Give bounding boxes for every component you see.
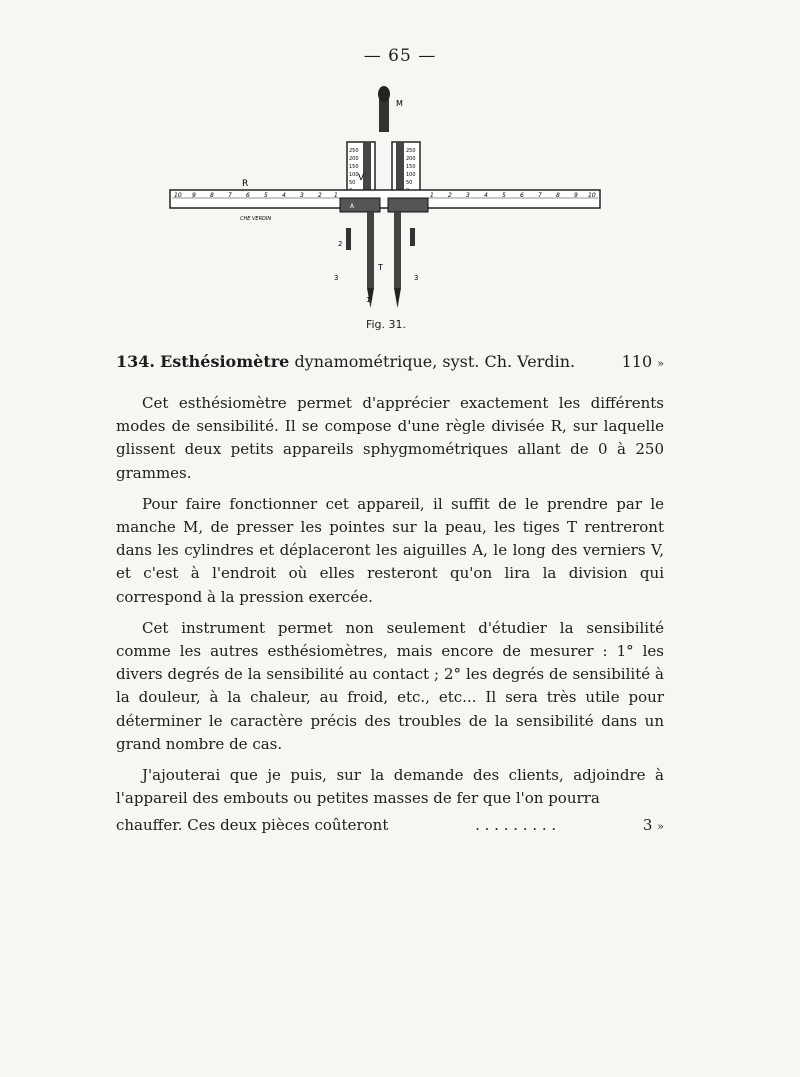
ruler-right-3: 3 — [466, 192, 470, 199]
item-price: 110 — [621, 352, 653, 371]
right-scale-100: 100 — [406, 172, 416, 178]
price-line-mark: » — [657, 820, 664, 833]
item-number: 134. — [116, 352, 155, 371]
body-text — [116, 392, 664, 810]
item-name: Esthésiomètre — [160, 352, 290, 371]
ruler-left-5: 5 — [264, 192, 268, 199]
ruler-left-3: 3 — [300, 192, 304, 199]
maker-mark: CHE VERDIN — [240, 216, 272, 222]
instrument-figure — [160, 80, 620, 320]
page-number: — 65 — — [363, 46, 437, 66]
ruler-left-2: 2 — [318, 192, 322, 199]
figure-caption: Fig. 31. — [365, 318, 407, 331]
ruler-left-1: 1 — [334, 192, 338, 199]
ruler-right-4: 4 — [484, 192, 488, 199]
label-v: V — [358, 173, 365, 183]
right-slider — [388, 198, 428, 212]
right-rod — [394, 212, 401, 288]
spare-tip-right — [410, 228, 415, 246]
price-line — [116, 816, 664, 834]
paragraph-2: Pour faire fonctionner cet appareil, il suffit de le prendre par le manche M, de presser les pointes sur la peau, les tiges T rentreront dans les cylindres et déplaceront les aiguilles A, le long des verniers V, et c'est à l'endroit où elles resteront qu'on lira la division qui correspond à la pression exercée. — [116, 494, 664, 606]
item-title — [116, 352, 575, 371]
price-mark: » — [657, 357, 664, 370]
ruler-right-10: 10 — [588, 192, 596, 199]
right-scale-150: 150 — [406, 164, 416, 170]
price-line-dots: . . . . . . . . . — [475, 816, 557, 834]
ruler-left-10: 10 — [174, 192, 182, 199]
tip-label-2: 2 — [338, 240, 343, 248]
tip-label-3-right: 3 — [414, 274, 419, 282]
spare-tip-left — [346, 228, 351, 250]
ruler-right-5: 5 — [502, 192, 506, 199]
esthesiometer-illustration — [160, 80, 620, 320]
price-line-amount: 3 — [642, 816, 653, 834]
ruler-left-6: 6 — [246, 192, 250, 199]
right-scale-250: 250 — [406, 148, 416, 154]
ruler-left-8: 8 — [210, 192, 214, 199]
paragraph-3: Cet instrument permet non seulement d'étudier la sensibilité comme les autres esthésiomètres, mais encore de mesurer : 1° les divers degrés de la sensibilité au contact ; 2° les degrés de sensibilité à la douleur, à la chaleur, au froid, etc., etc... Il sera très utile pour déterminer le caractère précis des troubles de la sensibilité dans un grand nombre de cas. — [116, 618, 664, 753]
left-scale-100: 100 — [349, 172, 359, 178]
label-m: M — [396, 99, 403, 108]
left-slider — [340, 198, 380, 212]
tip-label-3-left: 3 — [334, 274, 339, 282]
ruler-right-1: 1 — [430, 192, 434, 199]
catalog-item — [116, 352, 664, 371]
ruler — [170, 190, 600, 208]
label-r: R — [242, 179, 249, 189]
ruler-right-7: 7 — [538, 192, 542, 199]
paragraph-1: Cet esthésiomètre permet d'apprécier exactement les différents modes de sensibilité. Il se compose d'une règle divisée R, sur laquelle glissent deux petits appareils sphygmométriques allant de 0 à 250 grammes. — [116, 394, 664, 482]
left-scale-200: 200 — [349, 156, 359, 162]
ruler-left-9: 9 — [192, 192, 196, 199]
right-scale-50: 50 — [406, 180, 413, 186]
price-line-amount-group — [643, 816, 664, 834]
ruler-right-8: 8 — [556, 192, 560, 199]
right-scale-200: 200 — [406, 156, 416, 162]
left-scale-50: 50 — [349, 180, 356, 186]
item-price-group — [622, 352, 664, 371]
ruler-right-9: 9 — [574, 192, 578, 199]
ruler-right-2: 2 — [448, 192, 452, 199]
ruler-right-6: 6 — [520, 192, 524, 199]
item-description: dynamométrique, syst. Ch. Verdin. — [294, 352, 576, 371]
paragraph-4: J'ajouterai que je puis, sur la demande des clients, adjoindre à l'appareil des embouts ou petites masses de fer que l'on pourra — [116, 766, 664, 808]
ruler-left-4: 4 — [282, 192, 286, 199]
left-scale-150: 150 — [349, 164, 359, 170]
price-line-text: chauffer. Ces deux pièces coûteront — [116, 816, 389, 834]
label-t: T — [378, 263, 383, 272]
ruler-left-7: 7 — [228, 192, 232, 199]
label-a: A — [350, 203, 355, 210]
left-scale-250: 250 — [349, 148, 359, 154]
tip-label-1: 1 — [366, 296, 371, 304]
left-rod — [367, 212, 374, 288]
